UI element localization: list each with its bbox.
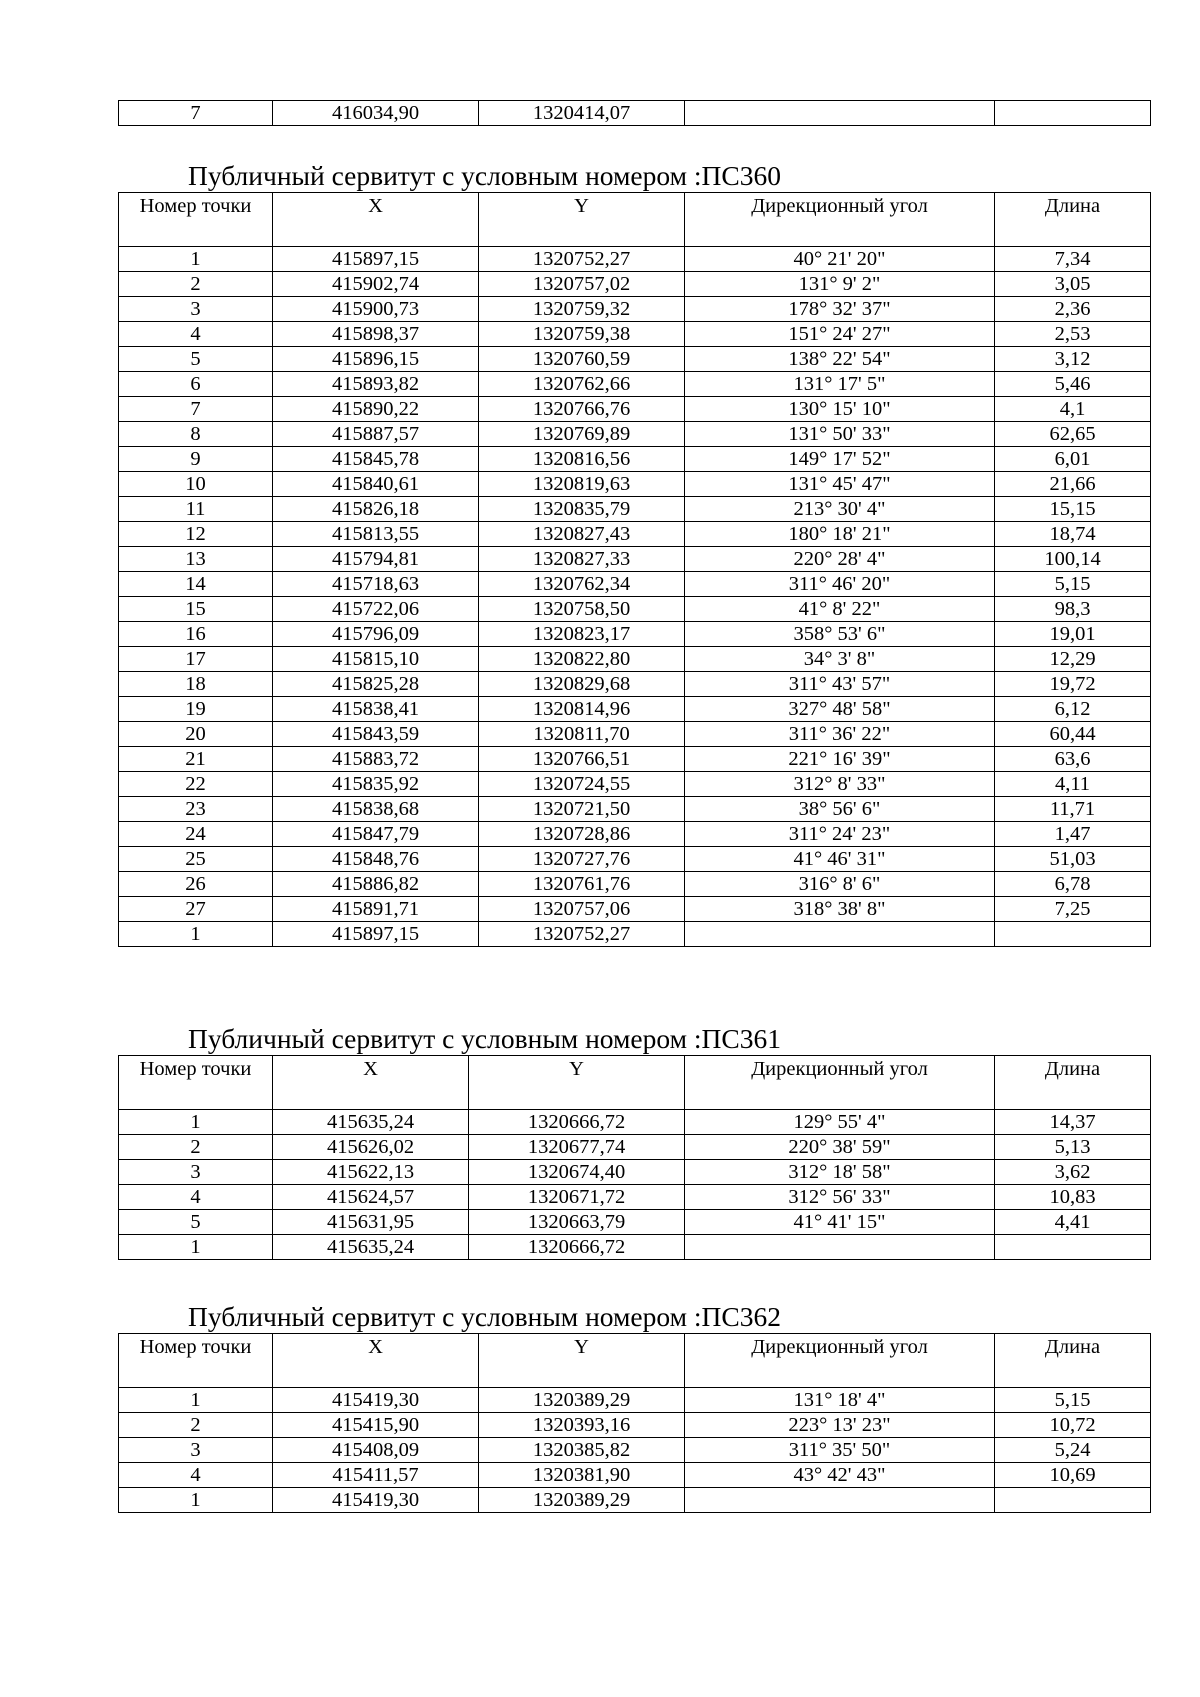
cell-length: 62,65 xyxy=(995,422,1151,447)
cell-point-number: 12 xyxy=(119,522,273,547)
cell-y: 1320757,02 xyxy=(479,272,685,297)
cell-direction-angle: 131° 9' 2" xyxy=(685,272,995,297)
cell-x: 415826,18 xyxy=(273,497,479,522)
cell-y: 1320724,55 xyxy=(479,772,685,797)
cell-y: 1320389,29 xyxy=(479,1488,685,1513)
header-length: Длина xyxy=(995,193,1151,247)
table-body-ps361 xyxy=(119,1110,1151,1260)
cell-x: 416034,90 xyxy=(273,101,479,126)
cell-length: 10,69 xyxy=(995,1463,1151,1488)
cell-x: 415411,57 xyxy=(273,1463,479,1488)
table-row xyxy=(119,797,1151,822)
cell-point-number: 18 xyxy=(119,672,273,697)
cell-x: 415622,13 xyxy=(273,1160,469,1185)
table-row xyxy=(119,672,1151,697)
cell-y: 1320414,07 xyxy=(479,101,685,126)
cell-direction-angle: 312° 8' 33" xyxy=(685,772,995,797)
cell-point-number: 1 xyxy=(119,1110,273,1135)
cell-point-number: 11 xyxy=(119,497,273,522)
table-row xyxy=(119,1235,1151,1260)
cell-point-number: 3 xyxy=(119,297,273,322)
cell-y: 1320666,72 xyxy=(469,1110,685,1135)
cell-point-number: 10 xyxy=(119,472,273,497)
table-row xyxy=(119,572,1151,597)
table-row xyxy=(119,1413,1151,1438)
cell-x: 415835,92 xyxy=(273,772,479,797)
cell-y: 1320761,76 xyxy=(479,872,685,897)
cell-direction-angle: 43° 42' 43" xyxy=(685,1463,995,1488)
cell-point-number: 1 xyxy=(119,247,273,272)
cell-point-number: 19 xyxy=(119,697,273,722)
cell-length: 3,05 xyxy=(995,272,1151,297)
cell-x: 415897,15 xyxy=(273,247,479,272)
cell-point-number: 7 xyxy=(119,101,273,126)
cell-point-number: 1 xyxy=(119,1488,273,1513)
cell-point-number: 2 xyxy=(119,1413,273,1438)
cell-point-number: 6 xyxy=(119,372,273,397)
cell-length xyxy=(995,922,1151,947)
table-row xyxy=(119,722,1151,747)
cell-y: 1320666,72 xyxy=(469,1235,685,1260)
table-row xyxy=(119,1135,1151,1160)
cell-direction-angle: 358° 53' 6" xyxy=(685,622,995,647)
header-y: Y xyxy=(479,1334,685,1388)
cell-direction-angle: 180° 18' 21" xyxy=(685,522,995,547)
cell-x: 415419,30 xyxy=(273,1388,479,1413)
cell-point-number: 5 xyxy=(119,347,273,372)
header-x: X xyxy=(273,1334,479,1388)
cell-length: 2,36 xyxy=(995,297,1151,322)
cell-y: 1320819,63 xyxy=(479,472,685,497)
table-body-ps360 xyxy=(119,247,1151,947)
cell-length: 11,71 xyxy=(995,797,1151,822)
cell-direction-angle: 311° 43' 57" xyxy=(685,672,995,697)
cell-y: 1320385,82 xyxy=(479,1438,685,1463)
header-y: Y xyxy=(469,1056,685,1110)
cell-direction-angle: 213° 30' 4" xyxy=(685,497,995,522)
cell-direction-angle: 34° 3' 8" xyxy=(685,647,995,672)
table-row xyxy=(119,1438,1151,1463)
cell-x: 415635,24 xyxy=(273,1235,469,1260)
cell-direction-angle xyxy=(685,1488,995,1513)
cell-length: 12,29 xyxy=(995,647,1151,672)
table-row xyxy=(119,347,1151,372)
cell-length: 5,24 xyxy=(995,1438,1151,1463)
cell-length: 51,03 xyxy=(995,847,1151,872)
cell-y: 1320760,59 xyxy=(479,347,685,372)
coords-table-ps360 xyxy=(118,192,1151,947)
cell-direction-angle: 138° 22' 54" xyxy=(685,347,995,372)
table-row xyxy=(119,247,1151,272)
coords-table-ps361 xyxy=(118,1055,1151,1260)
cell-y: 1320827,33 xyxy=(479,547,685,572)
table-row xyxy=(119,622,1151,647)
cell-point-number: 22 xyxy=(119,772,273,797)
cell-point-number: 21 xyxy=(119,747,273,772)
cell-y: 1320762,34 xyxy=(479,572,685,597)
cell-length: 19,01 xyxy=(995,622,1151,647)
cell-y: 1320759,32 xyxy=(479,297,685,322)
cell-direction-angle: 223° 13' 23" xyxy=(685,1413,995,1438)
cell-direction-angle: 312° 56' 33" xyxy=(685,1185,995,1210)
cell-x: 415796,09 xyxy=(273,622,479,647)
table-row xyxy=(119,101,1151,126)
cell-length: 14,37 xyxy=(995,1110,1151,1135)
cell-y: 1320728,86 xyxy=(479,822,685,847)
cell-direction-angle: 129° 55' 4" xyxy=(685,1110,995,1135)
table-row xyxy=(119,472,1151,497)
cell-direction-angle: 221° 16' 39" xyxy=(685,747,995,772)
table-row xyxy=(119,422,1151,447)
table-row xyxy=(119,547,1151,572)
cell-direction-angle: 131° 45' 47" xyxy=(685,472,995,497)
cell-point-number: 15 xyxy=(119,597,273,622)
cell-direction-angle: 220° 28' 4" xyxy=(685,547,995,572)
cell-y: 1320762,66 xyxy=(479,372,685,397)
cell-x: 415815,10 xyxy=(273,647,479,672)
cell-length: 7,25 xyxy=(995,897,1151,922)
cell-x: 415626,02 xyxy=(273,1135,469,1160)
cell-x: 415813,55 xyxy=(273,522,479,547)
cell-point-number: 20 xyxy=(119,722,273,747)
cell-x: 415825,28 xyxy=(273,672,479,697)
table-row xyxy=(119,647,1151,672)
cell-point-number: 8 xyxy=(119,422,273,447)
cell-direction-angle: 178° 32' 37" xyxy=(685,297,995,322)
cell-direction-angle: 316° 8' 6" xyxy=(685,872,995,897)
cell-x: 415847,79 xyxy=(273,822,479,847)
cell-length: 98,3 xyxy=(995,597,1151,622)
table-row xyxy=(119,747,1151,772)
cell-x: 415631,95 xyxy=(273,1210,469,1235)
header-point: Номер точки xyxy=(119,1056,273,1110)
cell-y: 1320674,40 xyxy=(469,1160,685,1185)
cell-x: 415794,81 xyxy=(273,547,479,572)
table-row xyxy=(119,322,1151,347)
cell-y: 1320721,50 xyxy=(479,797,685,822)
cell-direction-angle: 131° 50' 33" xyxy=(685,422,995,447)
cell-length: 5,13 xyxy=(995,1135,1151,1160)
cell-length: 2,53 xyxy=(995,322,1151,347)
cell-length: 15,15 xyxy=(995,497,1151,522)
cell-y: 1320389,29 xyxy=(479,1388,685,1413)
cell-x: 415848,76 xyxy=(273,847,479,872)
cell-point-number: 1 xyxy=(119,1388,273,1413)
cell-direction-angle: 38° 56' 6" xyxy=(685,797,995,822)
cell-x: 415419,30 xyxy=(273,1488,479,1513)
table-row xyxy=(119,772,1151,797)
cell-length: 5,15 xyxy=(995,1388,1151,1413)
cell-length xyxy=(995,1235,1151,1260)
cell-y: 1320727,76 xyxy=(479,847,685,872)
cell-length: 63,6 xyxy=(995,747,1151,772)
cell-direction-angle: 311° 36' 22" xyxy=(685,722,995,747)
cell-y: 1320769,89 xyxy=(479,422,685,447)
table-row xyxy=(119,1185,1151,1210)
table-row xyxy=(119,847,1151,872)
cell-point-number: 4 xyxy=(119,1185,273,1210)
cell-y: 1320381,90 xyxy=(479,1463,685,1488)
cell-point-number: 14 xyxy=(119,572,273,597)
cell-x: 415408,09 xyxy=(273,1438,479,1463)
cell-direction-angle: 149° 17' 52" xyxy=(685,447,995,472)
cell-x: 415883,72 xyxy=(273,747,479,772)
table-row xyxy=(119,1388,1151,1413)
cell-x: 415840,61 xyxy=(273,472,479,497)
table-row xyxy=(119,372,1151,397)
cell-direction-angle: 41° 41' 15" xyxy=(685,1210,995,1235)
table-row xyxy=(119,1463,1151,1488)
cell-direction-angle: 131° 17' 5" xyxy=(685,372,995,397)
coords-table-ps362 xyxy=(118,1333,1151,1513)
section-title-ps361: Публичный сервитут с условным номером :ПС361 xyxy=(188,1023,781,1054)
cell-x: 415635,24 xyxy=(273,1110,469,1135)
cell-x: 415897,15 xyxy=(273,922,479,947)
table-row xyxy=(119,822,1151,847)
cell-y: 1320766,76 xyxy=(479,397,685,422)
fragment-body xyxy=(119,101,1151,126)
cell-length: 10,72 xyxy=(995,1413,1151,1438)
header-x: X xyxy=(273,193,479,247)
cell-direction-angle: 41° 46' 31" xyxy=(685,847,995,872)
header-x: X xyxy=(273,1056,469,1110)
cell-direction-angle xyxy=(685,922,995,947)
table-row xyxy=(119,297,1151,322)
cell-x: 415415,90 xyxy=(273,1413,479,1438)
cell-direction-angle: 311° 46' 20" xyxy=(685,572,995,597)
cell-y: 1320827,43 xyxy=(479,522,685,547)
cell-direction-angle: 151° 24' 27" xyxy=(685,322,995,347)
cell-length: 3,12 xyxy=(995,347,1151,372)
cell-point-number: 24 xyxy=(119,822,273,847)
cell-length: 6,12 xyxy=(995,697,1151,722)
cell-y: 1320814,96 xyxy=(479,697,685,722)
section-title-ps362: Публичный сервитут с условным номером :ПС362 xyxy=(188,1301,781,1332)
cell-y: 1320759,38 xyxy=(479,322,685,347)
header-y: Y xyxy=(479,193,685,247)
cell-y: 1320752,27 xyxy=(479,247,685,272)
cell-point-number: 1 xyxy=(119,1235,273,1260)
table-row xyxy=(119,872,1151,897)
cell-y: 1320757,06 xyxy=(479,897,685,922)
cell-length: 4,41 xyxy=(995,1210,1151,1235)
cell-length: 1,47 xyxy=(995,822,1151,847)
cell-direction-angle: 40° 21' 20" xyxy=(685,247,995,272)
cell-x: 415900,73 xyxy=(273,297,479,322)
header-angle: Дирекционный угол xyxy=(685,1056,995,1110)
cell-direction-angle: 312° 18' 58" xyxy=(685,1160,995,1185)
cell-point-number: 7 xyxy=(119,397,273,422)
header-length: Длина xyxy=(995,1056,1151,1110)
cell-length: 6,01 xyxy=(995,447,1151,472)
cell-direction-angle: 130° 15' 10" xyxy=(685,397,995,422)
table-row xyxy=(119,497,1151,522)
cell-length: 5,46 xyxy=(995,372,1151,397)
table-row xyxy=(119,597,1151,622)
cell-point-number: 17 xyxy=(119,647,273,672)
cell-y: 1320811,70 xyxy=(479,722,685,747)
cell-x: 415893,82 xyxy=(273,372,479,397)
section-title-ps360: Публичный сервитут с условным номером :ПС360 xyxy=(188,160,781,191)
cell-x: 415845,78 xyxy=(273,447,479,472)
cell-length: 4,11 xyxy=(995,772,1151,797)
cell-length: 19,72 xyxy=(995,672,1151,697)
cell-point-number: 9 xyxy=(119,447,273,472)
cell-direction-angle: 41° 8' 22" xyxy=(685,597,995,622)
table-row xyxy=(119,397,1151,422)
cell-y: 1320677,74 xyxy=(469,1135,685,1160)
cell-y: 1320663,79 xyxy=(469,1210,685,1235)
cell-direction-angle: 327° 48' 58" xyxy=(685,697,995,722)
cell-length: 7,34 xyxy=(995,247,1151,272)
cell-y: 1320823,17 xyxy=(479,622,685,647)
fragment-table xyxy=(118,100,1151,126)
cell-point-number: 16 xyxy=(119,622,273,647)
cell-y: 1320822,80 xyxy=(479,647,685,672)
cell-x: 415718,63 xyxy=(273,572,479,597)
cell-length: 100,14 xyxy=(995,547,1151,572)
cell-length xyxy=(995,101,1151,126)
cell-x: 415838,68 xyxy=(273,797,479,822)
cell-point-number: 4 xyxy=(119,1463,273,1488)
cell-x: 415843,59 xyxy=(273,722,479,747)
cell-point-number: 4 xyxy=(119,322,273,347)
cell-y: 1320829,68 xyxy=(479,672,685,697)
table-row xyxy=(119,272,1151,297)
cell-x: 415722,06 xyxy=(273,597,479,622)
table-row xyxy=(119,897,1151,922)
cell-point-number: 3 xyxy=(119,1438,273,1463)
cell-y: 1320752,27 xyxy=(479,922,685,947)
cell-length: 5,15 xyxy=(995,572,1151,597)
table-row xyxy=(119,1160,1151,1185)
cell-y: 1320835,79 xyxy=(479,497,685,522)
cell-point-number: 23 xyxy=(119,797,273,822)
cell-y: 1320671,72 xyxy=(469,1185,685,1210)
header-point: Номер точки xyxy=(119,193,273,247)
cell-x: 415896,15 xyxy=(273,347,479,372)
cell-point-number: 1 xyxy=(119,922,273,947)
table-row xyxy=(119,1210,1151,1235)
cell-direction-angle: 311° 24' 23" xyxy=(685,822,995,847)
cell-point-number: 2 xyxy=(119,1135,273,1160)
cell-x: 415838,41 xyxy=(273,697,479,722)
cell-length: 21,66 xyxy=(995,472,1151,497)
header-point: Номер точки xyxy=(119,1334,273,1388)
cell-length: 18,74 xyxy=(995,522,1151,547)
cell-length: 60,44 xyxy=(995,722,1151,747)
table-row xyxy=(119,522,1151,547)
header-angle: Дирекционный угол xyxy=(685,193,995,247)
table-body-ps362 xyxy=(119,1388,1151,1513)
cell-length: 10,83 xyxy=(995,1185,1151,1210)
cell-y: 1320393,16 xyxy=(479,1413,685,1438)
cell-length: 4,1 xyxy=(995,397,1151,422)
table-row xyxy=(119,1110,1151,1135)
table-row xyxy=(119,922,1151,947)
cell-direction-angle xyxy=(685,1235,995,1260)
cell-x: 415898,37 xyxy=(273,322,479,347)
cell-direction-angle xyxy=(685,101,995,126)
header-angle: Дирекционный угол xyxy=(685,1334,995,1388)
cell-y: 1320766,51 xyxy=(479,747,685,772)
table-row xyxy=(119,1488,1151,1513)
cell-point-number: 3 xyxy=(119,1160,273,1185)
table-row xyxy=(119,447,1151,472)
cell-length: 3,62 xyxy=(995,1160,1151,1185)
cell-direction-angle: 318° 38' 8" xyxy=(685,897,995,922)
cell-y: 1320758,50 xyxy=(479,597,685,622)
cell-y: 1320816,56 xyxy=(479,447,685,472)
cell-point-number: 5 xyxy=(119,1210,273,1235)
cell-length xyxy=(995,1488,1151,1513)
cell-x: 415624,57 xyxy=(273,1185,469,1210)
cell-x: 415887,57 xyxy=(273,422,479,447)
header-length: Длина xyxy=(995,1334,1151,1388)
cell-point-number: 26 xyxy=(119,872,273,897)
cell-direction-angle: 311° 35' 50" xyxy=(685,1438,995,1463)
cell-point-number: 13 xyxy=(119,547,273,572)
cell-point-number: 2 xyxy=(119,272,273,297)
cell-direction-angle: 131° 18' 4" xyxy=(685,1388,995,1413)
cell-point-number: 27 xyxy=(119,897,273,922)
cell-point-number: 25 xyxy=(119,847,273,872)
table-row xyxy=(119,697,1151,722)
cell-length: 6,78 xyxy=(995,872,1151,897)
cell-x: 415890,22 xyxy=(273,397,479,422)
cell-x: 415886,82 xyxy=(273,872,479,897)
cell-x: 415891,71 xyxy=(273,897,479,922)
cell-x: 415902,74 xyxy=(273,272,479,297)
cell-direction-angle: 220° 38' 59" xyxy=(685,1135,995,1160)
